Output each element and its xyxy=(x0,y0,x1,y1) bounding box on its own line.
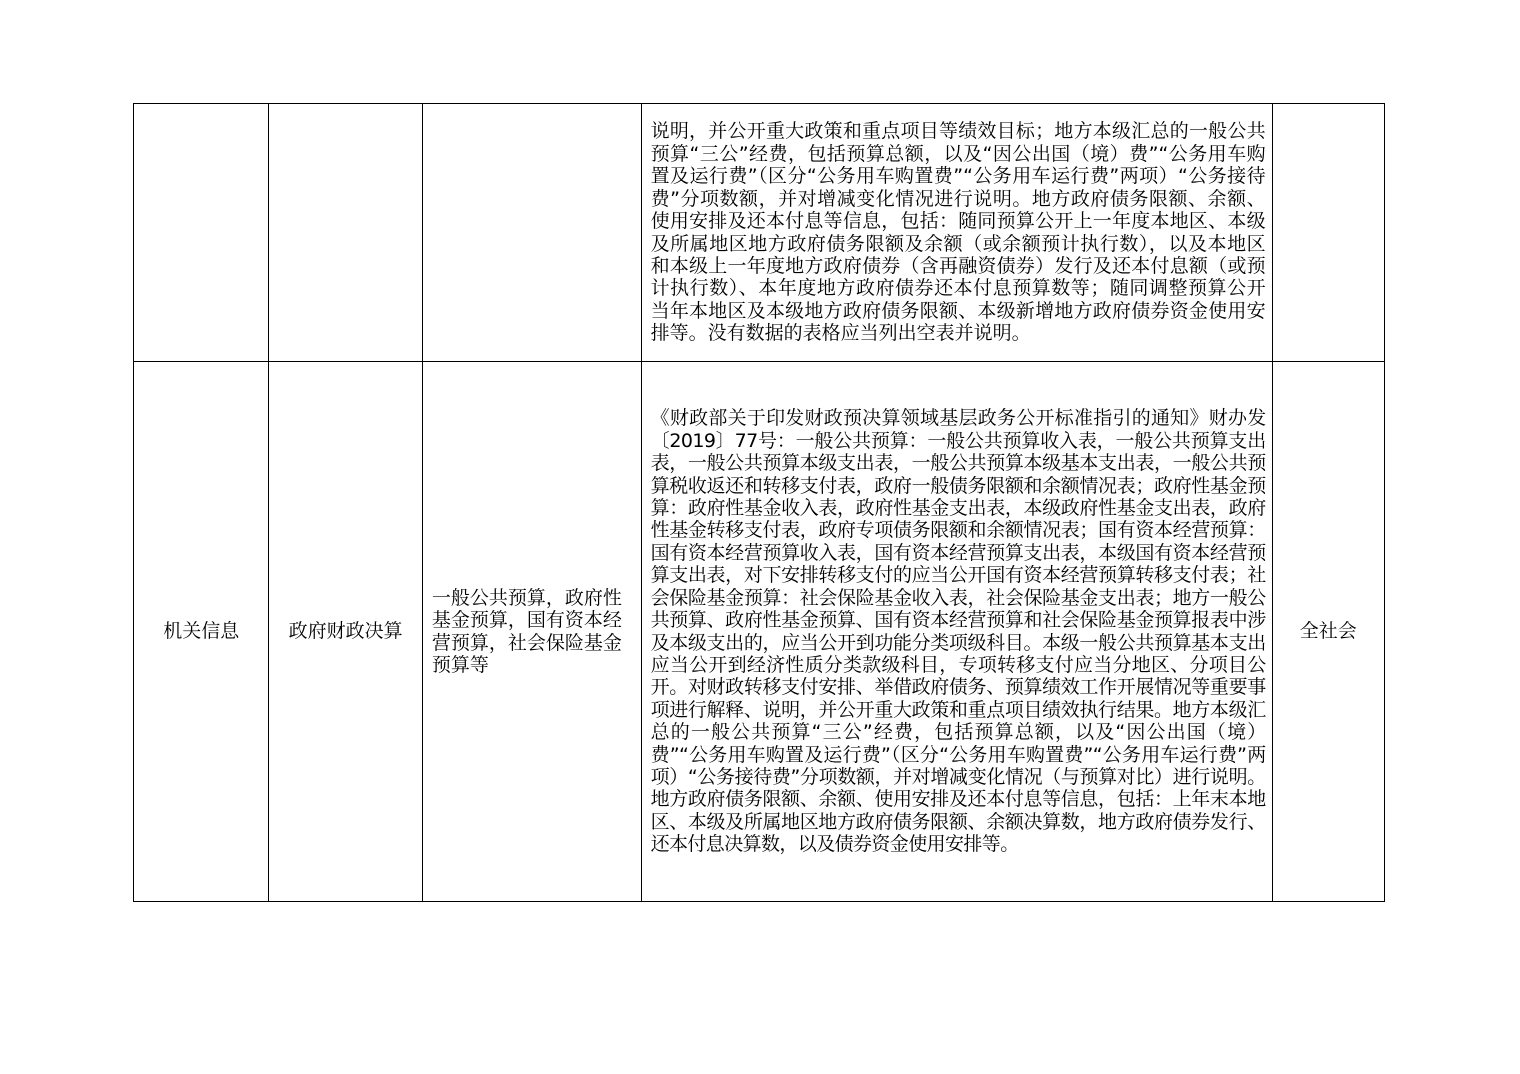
scope-cell xyxy=(1272,104,1384,362)
scope-text: 全社会 xyxy=(1299,620,1357,643)
category-cell xyxy=(134,362,269,902)
table-row xyxy=(134,104,1385,362)
requirements-cell xyxy=(641,104,1272,362)
content-text: 一般公共预算，政府性基金预算，国有资本经营预算，社会保险基金预算等 xyxy=(431,586,622,676)
requirements-cell xyxy=(641,362,1272,902)
table-row xyxy=(134,362,1385,902)
disclosure-table xyxy=(133,103,1385,902)
requirements-text: 《财政部关于印发财政预决算领域基层政务公开标准指引的通知》财办发〔2019〕77号：一般公共预算：一般公共预算收入表，一般公共预算支出表，一般公共预算本级支出表，一般公共预算本级基本支出表，一般公共预算税收返还和转移支付表，政府一般债务限额和余额情况表；政府性基金预算：政府性基金收入表，政府性基金支出表，本级政府性基金支出表，政府性基金转移支付表，政府专项债务限额和余额情况表；国有资本经营预算：国有资本经营预算收入表，国有资本经营预算支出表，本级国有资本经营预算支出表，对下安排转移支付的应当公开国有资本经营预算转移支付表；社会保险基金预算：社会保险基金收入表，社会保险基金支出表；地方一般公共预算、政府性基金预算、国有资本经营预算和社会保险基金预算报表中涉及本级支出的，应当公开到功能分类项级科目。本级一般公共预算基本支出应当公开到经济性质分类款级科目，专项转移支付应当分地区、分项目公开。对财政转移支付安排、举借政府债务、预算绩效工作开展情况等重要事项进行解释、说明，并公开重大政策和重点项目绩效执行结果。地方本级汇总的一般公共预算“三公”经费，包括预算总额，以及“因公出国（境）费”“公务用车购置及运行费”（区分“公务用车购置费”“公务用车运行费”两项）“公务接待费”分项数额，并对增减变化情况（与预算对比）进行说明。地方政府债务限额、余额、使用安排及还本付息等信息，包括：上年末本地区、本级及所属地区地方政府债务限额、余额决算数，地方政府债券发行、还本付息决算数，以及债券资金使用安排等。 xyxy=(650,407,1266,856)
scope-cell xyxy=(1272,362,1384,902)
content-cell xyxy=(422,362,641,902)
item-cell xyxy=(269,104,422,362)
item-cell xyxy=(269,362,422,902)
category-text: 机关信息 xyxy=(163,620,240,643)
item-text: 政府财政决算 xyxy=(288,620,403,643)
content-cell xyxy=(422,104,641,362)
requirements-text: 说明，并公开重大政策和重点项目等绩效目标；地方本级汇总的一般公共预算“三公”经费，包括预算总额，以及“因公出国（境）费”“公务用车购置及运行费”（区分“公务用车购置费”“公务用车运行费”两项）“公务接待费”分项数额，并对增减变化情况进行说明。地方政府债务限额、余额、使用安排及还本付息等信息，包括：随同预算公开上一年度本地区、本级及所属地区地方政府债务限额及余额（或余额预计执行数），以及本地区和本级上一年度地方政府债券（含再融资债券）发行及还本付息额（或预计执行数）、本年度地方政府债券还本付息预算数等；随同调整预算公开当年本地区及本级地方政府债务限额、本级新增地方政府债券资金使用安排等。没有数据的表格应当列出空表并说明。 xyxy=(650,120,1266,345)
category-cell xyxy=(134,104,269,362)
